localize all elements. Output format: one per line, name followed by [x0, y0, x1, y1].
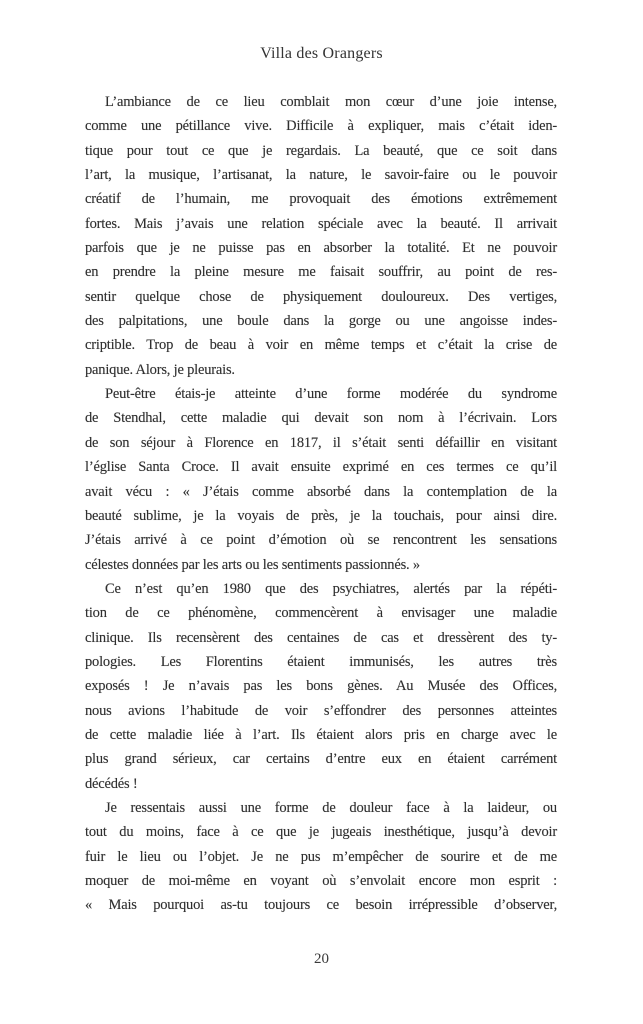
text-line: moquer de moi-même en voyant où s’envolait encore mon esprit :	[85, 873, 557, 889]
page-number-label: 20	[314, 951, 329, 967]
text-line: avait vécu : « J’étais comme absorbé dans la contemplation de la	[85, 483, 557, 500]
text-line: décédés !	[85, 775, 138, 792]
text-line: fuir le lieu ou l’objet. Je ne pus m’empêcher de sourire et de me	[85, 848, 557, 865]
text-line: tique pour tout ce que je regardais. La beauté, que ce soit dans	[85, 142, 557, 159]
text-line: criptible. Trop de beau à voir en même temps et c’était la crise de	[85, 337, 557, 354]
text-line: sentir quelque chose de physiquement douloureux. Des vertiges,	[85, 288, 557, 305]
text-line: J’étais arrivé à ce point d’émotion où se rencontrent les sensations	[85, 532, 557, 549]
page-body	[85, 90, 557, 918]
text-line: exposés ! Je n’avais pas les bons gènes. Au Musée des Offices,	[85, 678, 557, 695]
text-line: comme une pétillance vive. Difficile à expliquer, mais c’était iden-	[85, 118, 557, 135]
text-line: beauté sublime, je la voyais de près, je la touchais, pour ainsi dire.	[85, 507, 557, 524]
text-line: nous avions l’habitude de voir s’effondrer des personnes atteintes	[85, 702, 557, 719]
paragraph	[85, 90, 557, 382]
text-line: l’église Santa Croce. Il avait ensuite exprimé en ces termes ce qu’il	[85, 459, 557, 476]
text-line: plus grand sérieux, car certains d’entre eux en étaient carrément	[85, 751, 557, 768]
running-title: Villa des Orangers	[260, 45, 383, 62]
text-line: panique. Alors, je pleurais.	[85, 361, 235, 378]
text-line: Je ressentais aussi une forme de douleur face à la laideur, ou	[105, 799, 557, 816]
paragraph	[85, 796, 557, 918]
text-line: de cette maladie liée à l’art. Ils étaient alors pris en charge avec le	[85, 726, 557, 743]
text-line: pologies. Les Florentins étaient immunisés, les autres très	[85, 653, 557, 670]
text-line: de son séjour à Florence en 1817, il s’était senti défaillir en visitant	[85, 434, 557, 451]
text-line: de Stendhal, cette maladie qui devait son nom à l’écrivain. Lors	[85, 410, 557, 427]
text-line: Peut-être étais-je atteinte d’une forme modérée du syndrome	[105, 386, 557, 403]
text-line: célestes données par les arts ou les sentiments passionnés. »	[85, 556, 420, 573]
text-line: « Mais pourquoi as-tu toujours ce besoin irrépressible d’observer,	[85, 897, 557, 914]
text-line: tion de ce phénomène, commencèrent à envisager une maladie	[85, 605, 557, 622]
text-line: fortes. Mais j’avais une relation spéciale avec la beauté. Il arrivait	[85, 215, 557, 232]
text-line: créatif de l’humain, me provoquait des émotions extrêmement	[85, 191, 557, 208]
text-line: Ce n’est qu’en 1980 que des psychiatres, alertés par la répéti-	[105, 580, 557, 597]
paragraph	[85, 577, 557, 796]
text-line: en prendre la pleine mesure me faisait souffrir, au point de res-	[85, 264, 557, 281]
text-line: parfois que je ne puisse pas en absorber la totalité. Et ne pouvoir	[85, 240, 557, 257]
text-line: clinique. Ils recensèrent des centaines de cas et dressèrent des ty-	[85, 629, 557, 646]
text-line: L’ambiance de ce lieu comblait mon cœur d’une joie intense,	[105, 94, 557, 110]
text-line: des palpitations, une boule dans la gorge ou une angoisse indes-	[85, 313, 557, 330]
paragraph	[85, 382, 557, 577]
text-line: l’art, la musique, l’artisanat, la nature, le savoir-faire ou le pouvoir	[85, 167, 557, 184]
text-line: tout du moins, face à ce que je jugeais inesthétique, jusqu’à devoir	[85, 824, 557, 841]
